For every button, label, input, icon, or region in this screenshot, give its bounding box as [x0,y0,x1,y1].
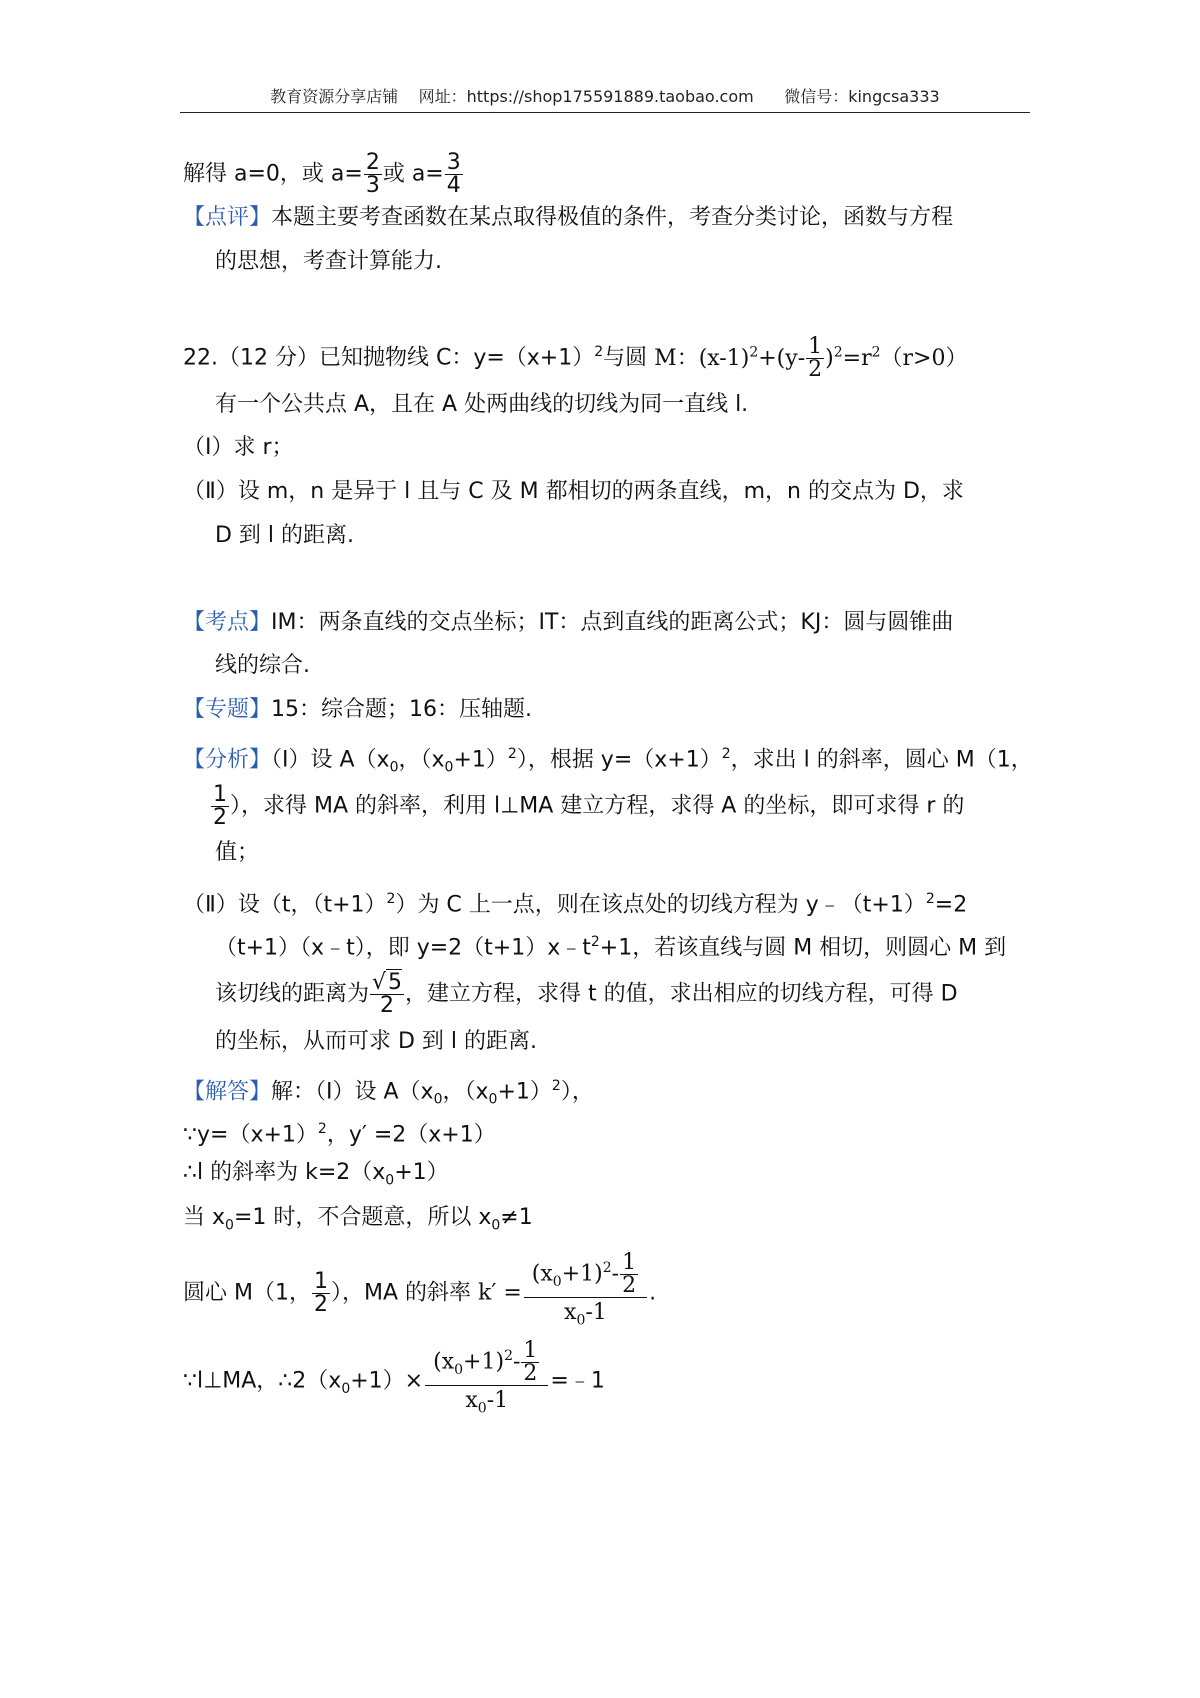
problem-22-part-2-line-2: D 到 l 的距离. [215,523,355,548]
fraction-two-thirds: $\frac{2}{3}$ [365,150,380,198]
fraction-sqrt5-over-2: $\frac{√5}{2}$ [372,970,403,1018]
fenxi-tag: 【分析】 [183,747,272,773]
review-tag: 【点评】 [183,205,272,230]
fenxi-line-3: 值； [215,840,260,865]
k-prime: k′ = [478,1280,522,1306]
fraction-one-half: $\frac{1}{2}$ [213,782,227,830]
solution-result-line [183,152,464,197]
solve-text: 解得 a=0，或 a= [183,161,363,187]
fenxi-line-1: 【分析】（Ⅰ）设 $A(x_0$，$(x_0+1)^2$），根据 $y=(x+1)^2$，求出 l 的斜率，圆心 M（1， [183,746,1033,776]
fenxi-part-2-line-3: 该切线的距离为 $\frac{√5}{2}$ ，建立方程，求得 t 的值，求出相应的切线方程，可得 D [215,970,958,1018]
ma-slope-fraction: $(x_0+1)^2-$ $\frac{1}{2}$ $x_0-1$ [425,1340,548,1423]
jieda-line-1: 【解答】解：（Ⅰ）设 $A(x_0$，$(x_0+1)^2$）， [183,1078,594,1108]
review-line-2: 的思想，考查计算能力. [215,249,442,274]
ma-slope-fraction: $(x_0+1)^2-$ $\frac{1}{2}$ $x_0-1$ [524,1252,647,1335]
or-text: 或 a= [382,161,444,187]
kaodian-line-2: 线的综合. [215,653,310,678]
fenxi-part-2-line-4: 的坐标，从而可求 D 到 l 的距离. [215,1029,538,1054]
jieda-line-6: ∵l⊥MA，$\therefore 2(x_0+1)\times$ $(x_0+1)^2-$ $\frac{1}{2}$ $x_0-1$ =﹣1 [183,1340,605,1423]
jieda-line-3: ∴l 的斜率为 $k=2(x_0+1)$ [183,1160,449,1189]
problem-22-line-1: 22.（12 分）已知抛物线 C：$y=(x+1)^2$与圆 M：$(x-1)^2+(y-$ $\frac{1}{2}$ )$^2=r^2(r>0)$ [183,334,968,382]
review-line-1: 【点评】本题主要考查函数在某点取得极值的条件，考查分类讨论，函数与方程 [183,205,954,230]
problem-22-part-2-line-1: （Ⅱ）设 m，n 是异于 l 且与 C 及 M 都相切的两条直线，m，n 的交点为 D，求 [183,479,964,504]
zhuanti-tag: 【专题】 [183,697,272,722]
jieda-line-5: 圆心 M（1， $\frac{1}{2}$ ），MA 的斜率 k′ = $(x_0+1)^2-$ $\frac{1}{2}$ $x_0-1$ . [183,1252,656,1335]
kaodian-line-1: 【考点】IM：两条直线的交点坐标；IT：点到直线的距离公式；KJ：圆与圆锥曲 [183,610,954,635]
fenxi-part-2-line-1: （Ⅱ）设（t，$(t+1)^2$）为 C 上一点，则在该点处的切线方程为 $y﹣(t+1)^2=2$ [183,891,968,918]
fenxi-line-2: $\frac{1}{2}$ ），求得 MA 的斜率，利用 l⊥MA 建立方程，求得 A 的坐标，即可求得 r 的 [213,782,965,830]
fraction-three-quarters: $\frac{3}{4}$ [446,150,461,198]
header-divider [180,112,1030,113]
jieda-line-2: $\because y=(x+1)^2$，y′ =2（x+1） [183,1121,496,1148]
page-header: 教育资源分享店铺 网址：https://shop175591889.taobao.com 微信号：kingcsa333 [270,87,940,106]
fraction-one-half: $\frac{1}{2}$ [313,1269,328,1318]
zhuanti-line: 【专题】15：综合题；16：压轴题. [183,697,532,722]
fraction-one-half: $\frac{1}{2}$ [523,1338,538,1386]
problem-22-part-1: （Ⅰ）求 r； [183,435,294,460]
jieda-tag: 【解答】 [183,1079,272,1105]
fraction-one-half: $\frac{1}{2}$ [808,334,823,382]
problem-22-line-2: 有一个公共点 A，且在 A 处两曲线的切线为同一直线 l. [215,392,749,417]
circle-equation: M：$(x-1)^2+(y-$ $\frac{1}{2}$ )$^2=r^2(r>0)$ [654,334,968,382]
jieda-line-4: 当 $x_0=1$ 时，不合题意，所以 $x_0\ne 1$ [183,1205,533,1234]
fraction-one-half: $\frac{1}{2}$ [622,1250,637,1298]
kaodian-tag: 【考点】 [183,610,272,635]
fenxi-part-2-line-2: （t+1）（x﹣t），即 $y=2(t+1)x﹣t^2+1$，若该直线与圆 M 相切，则圆心 M 到 [215,934,1007,961]
